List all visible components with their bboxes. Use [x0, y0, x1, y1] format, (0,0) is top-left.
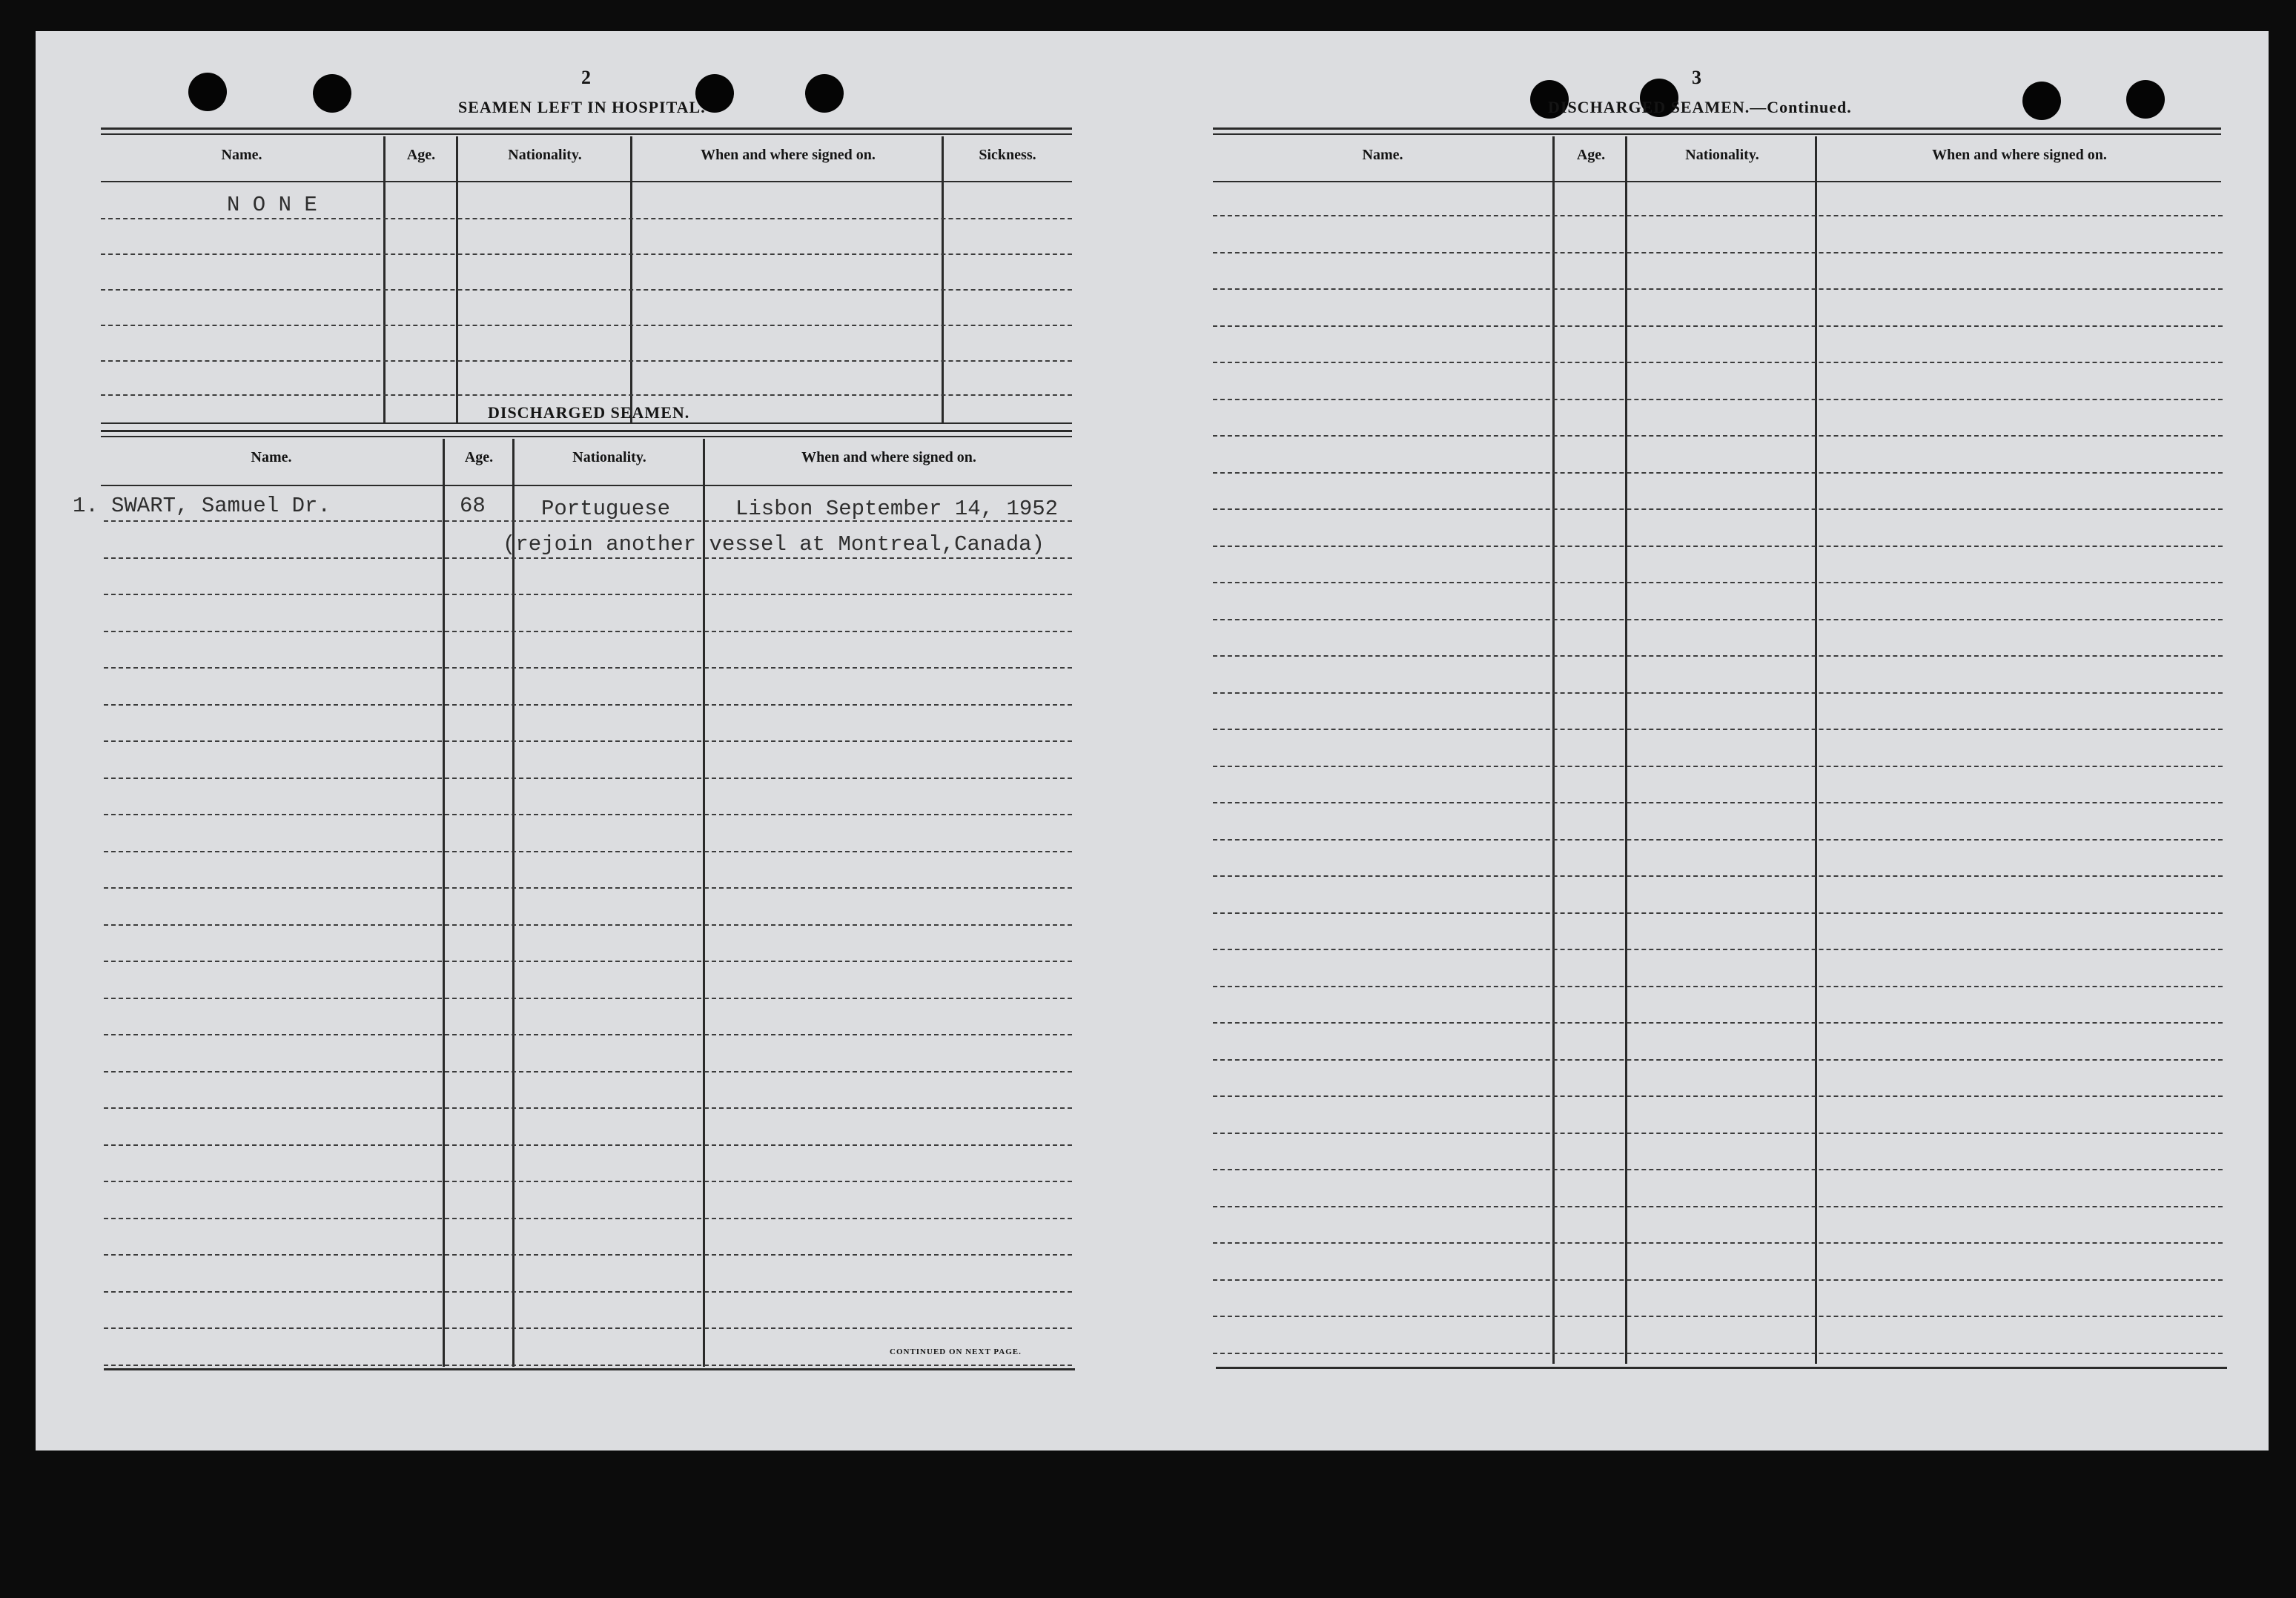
column-header-age: Age. — [406, 147, 436, 163]
hospital-entry-none: N O N E — [227, 193, 317, 217]
manifest-sheet — [36, 31, 2269, 1451]
entry-line — [104, 998, 1072, 999]
column-header-signed-on: When and where signed on. — [801, 449, 976, 465]
entry-line — [1213, 399, 2223, 400]
entry-line — [104, 704, 1072, 706]
entry-line — [104, 961, 1072, 962]
entry-line — [1213, 802, 2223, 803]
punch-hole — [188, 73, 227, 111]
entry-line — [1213, 766, 2223, 767]
column-header-age: Age. — [1576, 147, 1606, 163]
table-top-rule — [101, 430, 1072, 432]
entry-line — [101, 325, 1072, 326]
entry-line — [1213, 508, 2223, 510]
discharged-section-title: DISCHARGED SEAMEN. — [488, 403, 690, 422]
entry-line — [1213, 619, 2223, 620]
header-rule — [1213, 181, 2221, 182]
entry-line — [101, 360, 1072, 362]
entry-line — [1213, 1059, 2223, 1061]
entry-line — [104, 1365, 1072, 1366]
entry-line — [1213, 1206, 2223, 1207]
column-header-nationality: Nationality. — [572, 449, 646, 465]
column-divider — [1815, 136, 1817, 1364]
entry-line — [1213, 949, 2223, 950]
entry-line — [1213, 1242, 2223, 1244]
entry-line — [104, 851, 1072, 852]
column-header-nationality: Nationality. — [508, 147, 582, 163]
entry-line — [1213, 435, 2223, 437]
entry-line — [1213, 655, 2223, 657]
column-divider — [703, 439, 705, 1367]
column-header-sickness: Sickness. — [979, 147, 1036, 163]
entry-line — [1213, 1133, 2223, 1134]
entry-line — [1213, 546, 2223, 547]
entry-line — [101, 289, 1072, 291]
page-number: 2 — [581, 67, 591, 88]
table-bottom-rule — [104, 1368, 1075, 1370]
page-number: 3 — [1692, 67, 1701, 88]
seaman-name: SWART, Samuel Dr. — [111, 494, 331, 518]
discharge-remark: (rejoin another vessel at Montreal,Canada) — [503, 532, 1045, 557]
header-rule — [101, 485, 1072, 486]
column-header-name: Name. — [221, 147, 262, 163]
entry-line — [1213, 1353, 2223, 1354]
entry-line — [1213, 472, 2223, 474]
seaman-age: 68 — [460, 494, 486, 518]
entry-line — [104, 1181, 1072, 1182]
entry-line — [1213, 692, 2223, 694]
entry-line — [104, 924, 1072, 926]
entry-line — [101, 394, 1072, 396]
table-top-rule — [1213, 127, 2221, 130]
entry-line — [104, 1254, 1072, 1256]
column-header-age: Age. — [464, 449, 494, 465]
punch-hole — [2126, 80, 2165, 119]
entry-line — [1213, 839, 2223, 841]
column-header-nationality: Nationality. — [1685, 147, 1759, 163]
entry-line — [104, 1144, 1072, 1146]
entry-line — [1213, 1316, 2223, 1317]
header-rule — [101, 181, 1072, 182]
punch-hole — [2022, 82, 2061, 120]
entry-line — [104, 1327, 1072, 1329]
entry-line — [1213, 582, 2223, 583]
column-divider — [456, 136, 458, 422]
column-header-name: Name. — [251, 449, 292, 465]
entry-line — [104, 887, 1072, 889]
entry-line — [104, 778, 1072, 779]
entry-line — [1213, 875, 2223, 877]
entry-line — [104, 814, 1072, 815]
entry-line — [101, 253, 1072, 255]
seaman-signed-on: Lisbon September 14, 1952 — [735, 497, 1059, 521]
table-top-rule — [1213, 133, 2221, 135]
column-divider — [1552, 136, 1555, 1364]
entry-line — [1213, 986, 2223, 987]
table-top-rule — [101, 133, 1072, 135]
entry-line — [104, 667, 1072, 669]
column-divider — [630, 136, 632, 422]
entry-line — [104, 1034, 1072, 1035]
column-divider — [942, 136, 944, 422]
entry-line — [104, 1291, 1072, 1293]
seaman-nationality: Portuguese — [541, 497, 671, 521]
column-divider — [1625, 136, 1627, 1364]
entry-line — [1213, 325, 2223, 327]
punch-hole — [805, 74, 844, 113]
entry-line — [1213, 252, 2223, 253]
continued-note: CONTINUED ON NEXT PAGE. — [890, 1347, 1022, 1356]
entry-line — [1213, 912, 2223, 914]
entry-line — [1213, 362, 2223, 363]
entry-line — [104, 557, 1072, 559]
column-divider — [383, 136, 386, 422]
column-header-signed-on: When and where signed on. — [701, 147, 876, 163]
hospital-section-title: SEAMEN LEFT IN HOSPITAL. — [458, 98, 706, 116]
table-top-rule — [101, 436, 1072, 437]
table-bottom-rule — [1216, 1367, 2227, 1369]
column-header-signed-on: When and where signed on. — [1932, 147, 2107, 163]
column-divider — [443, 439, 445, 1367]
entry-line — [1213, 1022, 2223, 1024]
entry-line — [104, 1071, 1072, 1072]
entry-line — [101, 218, 1072, 219]
entry-line — [1213, 288, 2223, 290]
entry-line — [1213, 729, 2223, 730]
row-number: 1. — [73, 494, 99, 518]
column-header-name: Name. — [1362, 147, 1403, 163]
entry-line — [1213, 1095, 2223, 1097]
entry-line — [1213, 215, 2223, 216]
column-divider — [512, 439, 515, 1367]
entry-line — [1213, 1169, 2223, 1170]
table-top-rule — [101, 127, 1072, 130]
entry-line — [104, 631, 1072, 632]
punch-hole — [313, 74, 351, 113]
entry-line — [1213, 1279, 2223, 1281]
entry-line — [104, 1218, 1072, 1219]
entry-line — [104, 594, 1072, 595]
entry-line — [104, 740, 1072, 742]
discharged-continued-title: DISCHARGED SEAMEN.—Continued. — [1548, 98, 1852, 116]
table-bottom-rule — [101, 422, 1072, 424]
entry-line — [104, 1107, 1072, 1109]
